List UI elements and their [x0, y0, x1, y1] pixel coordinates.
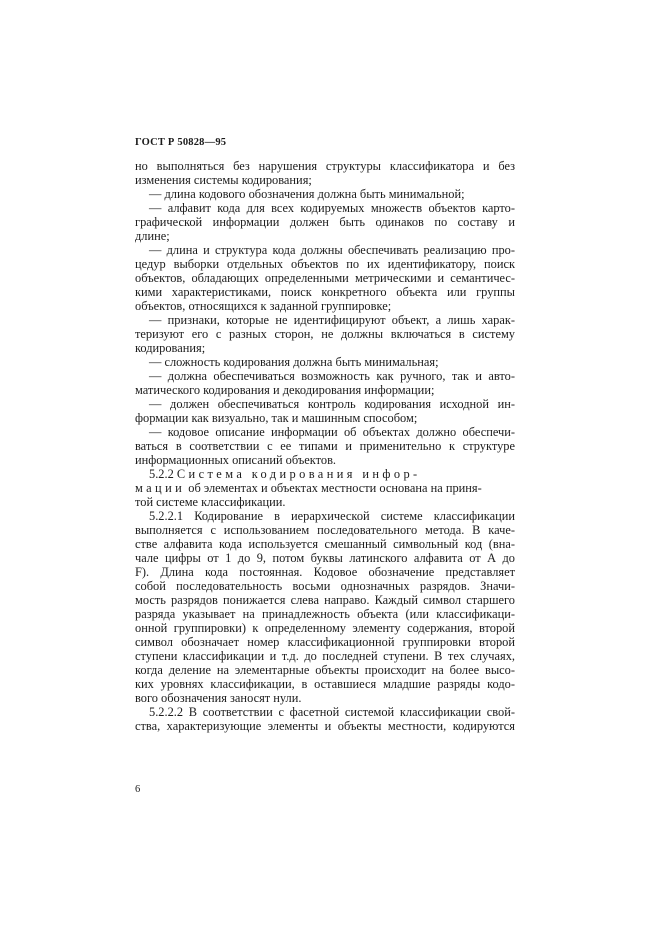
text-line: длине;	[135, 229, 170, 243]
text-line: кими характеристиками, поиск конкретного объекта или группы	[135, 285, 515, 299]
text-line: — длина и структура кода должны обеспечивать реализацию про-	[149, 243, 515, 257]
text-line: — длина кодового обозначения должна быть минимальной;	[149, 187, 465, 201]
text-line: матического кодирования и декодирования информации;	[135, 383, 435, 397]
text-line: разряда указывает на принадлежность объекта (или классификаци-	[135, 607, 515, 621]
text-line: информационных описаний объектов.	[135, 453, 337, 467]
text-line: но выполняться без нарушения структуры классификатора и без	[135, 159, 515, 173]
text-line: мость разрядов понижается слева направо. Каждый символ старшего	[135, 593, 515, 607]
text-line: когда деление на элементарные объекты происходит на более высо-	[135, 663, 515, 677]
text-line: F). Длина кода постоянная. Кодовое обозначение представляет	[135, 565, 515, 579]
text-line: ваться в соответствии с ее типами и применительно к структуре	[135, 439, 515, 453]
text-line: онной группировки) к определенному элементу содержания, второй	[135, 621, 515, 635]
text-line: — сложность кодирования должна быть минимальная;	[149, 355, 439, 369]
text-line: ства, характеризующие элементы и объекты местности, кодируются	[135, 719, 515, 733]
text-line: выполняется с использованием последовательного метода. В каче-	[135, 523, 515, 537]
text-line: символ обозначает номер классификационной группировки второй	[135, 635, 515, 649]
document-header: ГОСТ Р 50828—95	[135, 137, 227, 148]
text-line: — признаки, которые не идентифицируют объект, а лишь харак-	[149, 313, 515, 327]
text-line: 5.2.2.2 В соответствии с фасетной системой классификации свой-	[149, 705, 515, 719]
section-number: 5.2.2	[149, 467, 174, 481]
section-heading-line	[135, 481, 515, 495]
text-line: ступени классификации и т.д. до последней ступени. В тех случаях,	[135, 649, 515, 663]
text-line: изменения системы кодирования;	[135, 173, 312, 187]
text-line: чале цифры от 1 до 9, потом буквы латинского алфавита от А до	[135, 551, 515, 565]
section-heading-line	[149, 467, 515, 481]
text-line: 5.2.2.1 Кодирование в иерархической системе классификации	[149, 509, 515, 523]
text-line: — алфавит кода для всех кодируемых множеств объектов карто-	[149, 201, 515, 215]
text-line: вого обозначения заносят нули.	[135, 691, 302, 705]
section-title-spaced: Система кодирования инфор-	[176, 467, 421, 481]
text-line: формации как визуально, так и машинным способом;	[135, 411, 418, 425]
text-line: кодирования;	[135, 341, 206, 355]
text-line: собой последовательность восьми однозначных разрядов. Значи-	[135, 579, 515, 593]
text-line: теризуют его с разных сторон, не должны включаться в систему	[135, 327, 515, 341]
text-line: объектов, обладающих определенными метрическими и семантичес-	[135, 271, 515, 285]
text-line: стве алфавита кода используется смешанный символьный код (вна-	[135, 537, 515, 551]
text-line: — должна обеспечиваться возможность как ручного, так и авто-	[149, 369, 515, 383]
text-line: — кодовое описание информации об объектах должно обеспечи-	[149, 425, 515, 439]
text-line: графической информации должен быть одинаков по составу и	[135, 215, 515, 229]
page-number: 6	[135, 784, 141, 795]
section-title-spaced: мации	[135, 481, 186, 495]
text-line: ких уровнях классификации, в оставшиеся младшие разряды кодо-	[135, 677, 515, 691]
text-line: той системе классификации.	[135, 495, 286, 509]
text-fragment: об элементах и объектах местности основана на приня-	[188, 481, 482, 495]
text-line: — должен обеспечиваться контроль кодирования исходной ин-	[149, 397, 515, 411]
text-line: цедур выборки отдельных объектов по их идентификатору, поиск	[135, 257, 515, 271]
text-line: объектов, относящихся к заданной группировке;	[135, 299, 392, 313]
